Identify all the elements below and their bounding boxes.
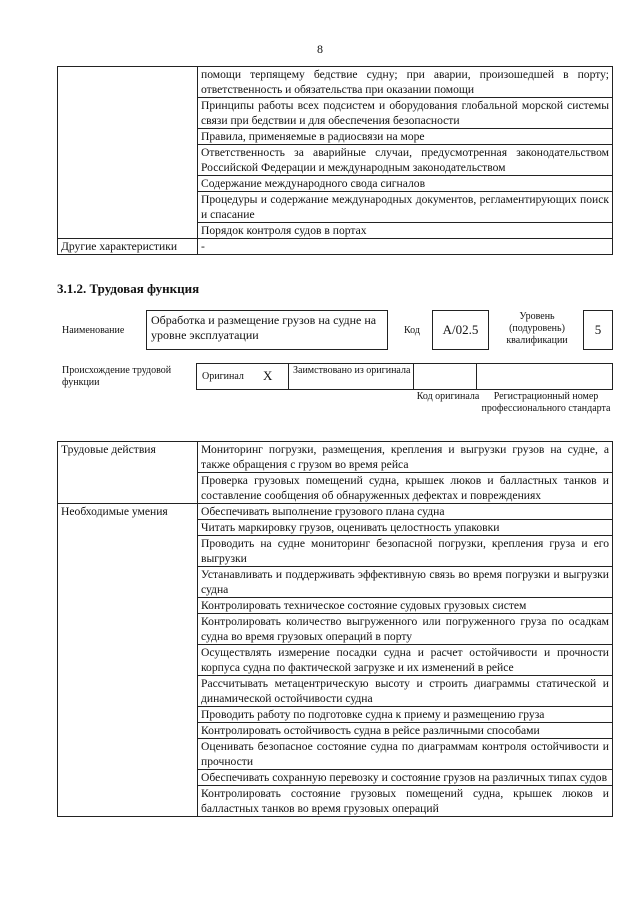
original-mark: X	[263, 368, 273, 383]
table-row	[58, 239, 613, 255]
borrowed-cell	[288, 363, 414, 390]
other-characteristics-label: Другие характеристики	[58, 239, 198, 255]
table-row	[58, 504, 613, 520]
level-box: 5	[583, 310, 613, 350]
code-label: Код	[404, 325, 420, 336]
skill-item: Контролировать техническое состояние судовых грузовых систем	[198, 598, 613, 614]
original-cell	[196, 363, 289, 390]
origin-label: Происхождение трудовой функции	[62, 365, 172, 388]
other-characteristics-value: -	[198, 239, 613, 255]
original-code-cell	[413, 363, 477, 390]
knowledge-item: Процедуры и содержание международных документов, регламентирующих поиск и спасание	[198, 192, 613, 223]
borrowed-label: Заимствовано из оригинала	[293, 365, 411, 376]
skill-item: Читать маркировку грузов, оценивать целостность упаковки	[198, 520, 613, 536]
section-title: 3.1.2. Трудовая функция	[57, 281, 200, 296]
page-number: 8	[317, 42, 323, 56]
function-details-table	[57, 441, 613, 817]
code-original-caption: Код оригинала	[416, 391, 480, 402]
table-cell-empty	[58, 67, 198, 239]
skill-item: Устанавливать и поддерживать эффективную связь во время погрузки и выгрузки судна	[198, 567, 613, 598]
table-row	[58, 67, 613, 98]
knowledge-item: помощи терпящему бедствие судну; при аварии, произошедшей в порту; ответственность и обязательства при оказании помощи	[198, 67, 613, 98]
registration-number-cell	[476, 363, 613, 390]
knowledge-item: Ответственность за аварийные случаи, предусмотренная законодательством Российской Федерации и международным законодательством	[198, 145, 613, 176]
name-label: Наименование	[62, 325, 125, 336]
knowledge-item: Правила, применяемые в радиосвязи на море	[198, 129, 613, 145]
skill-item: Осуществлять измерение посадки судна и расчет остойчивости и прочности корпуса судна по фактической загрузке и их изменений в рейсе	[198, 645, 613, 676]
skill-item: Контролировать остойчивость судна в рейсе различными способами	[198, 723, 613, 739]
action-item: Проверка грузовых помещений судна, крышек люков и балластных танков и составление сообщения об обнаруженных дефектах и повреждениях	[198, 473, 613, 504]
function-code-box: A/02.5	[432, 310, 489, 350]
knowledge-table-continued	[57, 66, 613, 255]
table-row	[58, 442, 613, 473]
knowledge-item: Содержание международного свода сигналов	[198, 176, 613, 192]
skill-item: Рассчитывать метацентрическую высоту и строить диаграммы статической и динамической остойчивости судна	[198, 676, 613, 707]
skill-item: Обеспечивать выполнение грузового плана судна	[198, 504, 613, 520]
skill-item: Контролировать состояние грузовых помещений судна, крышек люков и балластных танков во время грузовых операций	[198, 786, 613, 817]
knowledge-item: Порядок контроля судов в портах	[198, 223, 613, 239]
function-name-box: Обработка и размещение грузов на судне на уровне эксплуатации	[146, 310, 388, 350]
skill-item: Обеспечивать сохранную перевозку и состояние грузов на различных типах судов	[198, 770, 613, 786]
action-item: Мониторинг погрузки, размещения, крепления и выгрузки грузов на судне, а также обращения с грузом во время рейса	[198, 442, 613, 473]
actions-label: Трудовые действия	[58, 442, 198, 504]
knowledge-item: Принципы работы всех подсистем и оборудования глобальной морской системы связи при бедствии и для обеспечения безопасности	[198, 98, 613, 129]
level-label: Уровень (подуровень) квалификации	[506, 311, 568, 346]
skill-item: Проводить работу по подготовке судна к приему и размещению груза	[198, 707, 613, 723]
skill-item: Проводить на судне мониторинг безопасной погрузки, крепления груза и его выгрузки	[198, 536, 613, 567]
skills-label: Необходимые умения	[58, 504, 198, 817]
skill-item: Оценивать безопасное состояние судна по диаграммам контроля остойчивости и прочности	[198, 739, 613, 770]
original-label: Оригинал	[202, 371, 244, 382]
skill-item: Контролировать количество выгруженного или погруженного груза по осадкам судна во время грузовых операций в порту	[198, 614, 613, 645]
registration-number-caption: Регистрационный номер профессионального стандарта	[481, 391, 611, 414]
